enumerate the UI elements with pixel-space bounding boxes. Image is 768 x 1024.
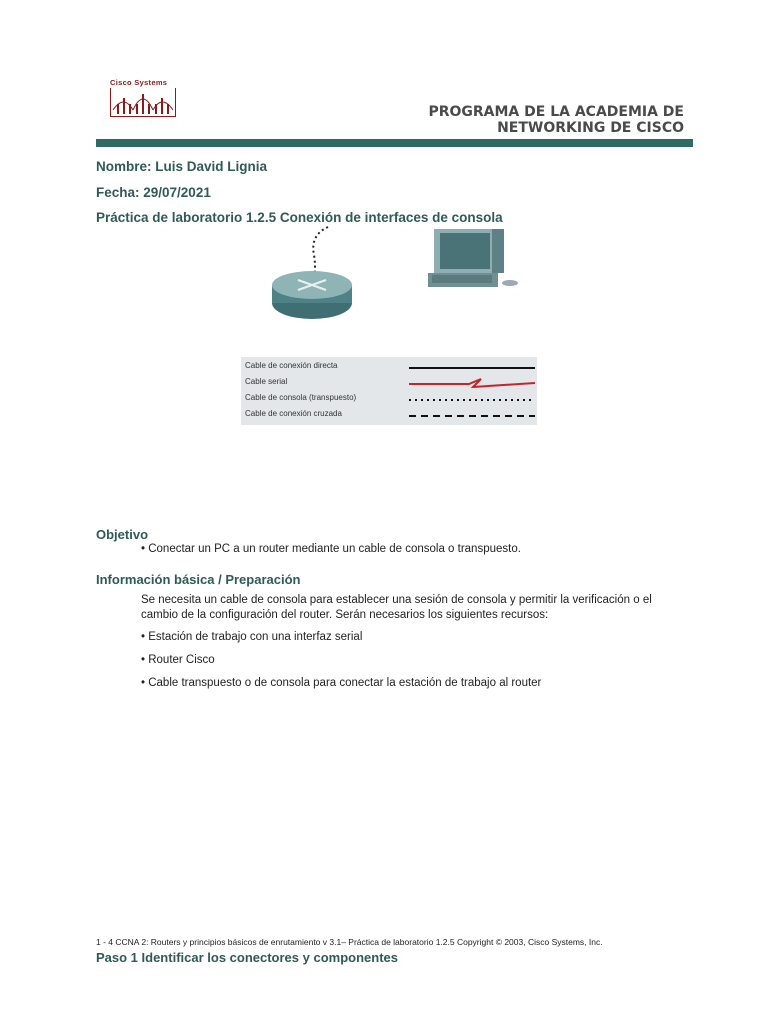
legend-label: Cable de conexión directa bbox=[245, 361, 338, 370]
cisco-logo bbox=[110, 78, 176, 118]
legend-label: Cable de conexión cruzada bbox=[245, 409, 342, 418]
legend-row bbox=[245, 359, 535, 375]
cisco-bridge-icon bbox=[111, 88, 175, 116]
background-paragraph-line1: Se necesita un cable de consola para establecer una sesión de consola y permitir la verificación o el bbox=[141, 594, 652, 606]
legend-row bbox=[245, 391, 535, 407]
header-divider bbox=[96, 139, 693, 147]
background-heading: Información básica / Preparación bbox=[96, 572, 301, 587]
crossover-cable-line bbox=[409, 414, 535, 418]
academy-title-line1: PROGRAMA DE LA ACADEMIA DE bbox=[428, 104, 684, 120]
logo-text: Cisco Systems bbox=[110, 78, 168, 87]
student-name: Nombre: Luis David Lignia bbox=[96, 159, 268, 174]
legend-row bbox=[245, 407, 535, 423]
router-icon bbox=[272, 271, 352, 319]
objective-bullet: • Conectar un PC a un router mediante un cable de consola o transpuesto. bbox=[141, 543, 521, 555]
legend-label: Cable serial bbox=[245, 377, 288, 386]
topology-diagram bbox=[260, 225, 540, 325]
resource-item: • Cable transpuesto o de consola para conectar la estación de trabajo al router bbox=[141, 677, 542, 689]
legend-label: Cable de consola (transpuesto) bbox=[245, 393, 357, 402]
resource-item: • Estación de trabajo con una interfaz serial bbox=[141, 631, 363, 643]
resource-item: • Router Cisco bbox=[141, 654, 215, 666]
straight-cable-line bbox=[409, 366, 535, 370]
academy-title-line2: NETWORKING DE CISCO bbox=[497, 120, 684, 136]
legend-row bbox=[245, 375, 535, 391]
objective-heading: Objetivo bbox=[96, 527, 149, 542]
serial-cable-line bbox=[409, 378, 535, 388]
step-1-heading: Paso 1 Identificar los conectores y componentes bbox=[96, 950, 398, 965]
workstation-icon bbox=[428, 229, 518, 287]
page-footer: 1 - 4 CCNA 2: Routers y principios básicos de enrutamiento v 3.1– Práctica de laboratorio 1.2.5 Copyright © 2003, Cisco Systems, Inc. bbox=[96, 937, 603, 947]
background-paragraph-line2: cambio de la configuración del router. Serán necesarios los siguientes recursos: bbox=[141, 609, 549, 621]
lab-title: Práctica de laboratorio 1.2.5 Conexión de interfaces de consola bbox=[96, 210, 503, 225]
console-cable bbox=[313, 227, 328, 277]
cable-legend bbox=[241, 357, 537, 425]
lab-date: Fecha: 29/07/2021 bbox=[96, 185, 211, 200]
console-cable-line bbox=[409, 398, 535, 402]
